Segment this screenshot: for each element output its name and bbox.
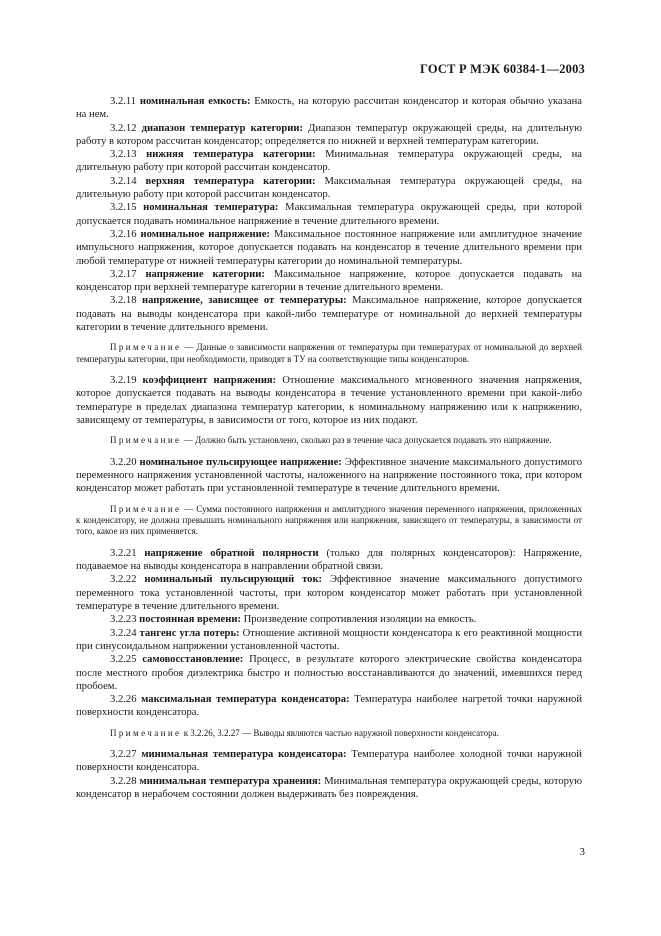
item-text: Произведение сопротивления изоляции на емкость. bbox=[243, 614, 477, 626]
note-label: Примечание bbox=[110, 727, 182, 738]
item-number: 3.2.27 bbox=[110, 749, 137, 761]
item-term: номинальная температура: bbox=[143, 202, 279, 214]
item-number: 3.2.17 bbox=[110, 268, 137, 280]
document-body bbox=[76, 95, 582, 801]
item-text: Минимальная температура окружающей среды, которую конденсатор в нерабочем состоянии должен выдерживать без повреждения. bbox=[76, 775, 582, 801]
item-term: минимальная температура конденсатора: bbox=[141, 749, 347, 761]
item-number: 3.2.26 bbox=[110, 694, 137, 706]
item-term: тангенс угла потерь: bbox=[139, 627, 240, 639]
item-text: (только для полярных конденсаторов): Напряжение, подаваемое на выводы конденсатора в направлении обратной связи. bbox=[76, 547, 582, 573]
item-text: Температура наиболее холодной точки наружной поверхности конденсатора. bbox=[76, 749, 582, 774]
definition-item bbox=[76, 573, 582, 613]
note-label: Примечание bbox=[110, 503, 182, 514]
item-number: 3.2.21 bbox=[110, 547, 137, 559]
item-number: 3.2.13 bbox=[110, 149, 137, 161]
item-text: Эффективное значение максимального допустимого переменного напряжения установленной частоты, наложенного на напряжение постоянного тока, при котором конденсатор может работать при установленной температуре в течение длительного времени. bbox=[76, 456, 583, 495]
definition-item bbox=[76, 374, 582, 427]
item-term: максимальная температура конденсатора: bbox=[141, 694, 350, 706]
item-term: напряжение категории: bbox=[145, 268, 265, 280]
item-term: постоянная времени: bbox=[139, 614, 241, 626]
item-text: Максимальное напряжение, которое допускается подавать на конденсатор при верхней температуре категории в течение длительного времени. bbox=[76, 268, 582, 294]
item-text: Диапазон температур окружающей среды, на длительную работу в котором рассчитан конденсатор; определяется по нижней и верхней температурам категории. bbox=[76, 122, 582, 147]
item-number: 3.2.24 bbox=[110, 627, 137, 639]
item-term: номинальный пульсирующий ток: bbox=[144, 574, 323, 586]
note-label: Примечание bbox=[110, 342, 182, 353]
item-text: Максимальное постоянное напряжение или амплитудное значение импульсного напряжения, которое допускается подавать на конденсатор в течение длительного времени при любой температуре от нижней температуры категории до номинальной температуры. bbox=[76, 228, 582, 267]
item-number: 3.2.15 bbox=[110, 202, 137, 214]
definition-item bbox=[76, 95, 582, 122]
item-number: 3.2.28 bbox=[110, 775, 137, 787]
note bbox=[76, 435, 582, 446]
item-number: 3.2.16 bbox=[110, 228, 137, 240]
item-number: 3.2.19 bbox=[110, 375, 137, 387]
item-term: самовосстановление: bbox=[142, 654, 244, 666]
item-term: верхняя температура категории: bbox=[145, 175, 316, 187]
note-dash: — bbox=[181, 435, 195, 446]
note-text: Данные о зависимости напряжения от температуры при температурах от номинальной до верхней температуры категории, при необходимости, приводят в ТУ на соответствующие типы конденсаторов. bbox=[76, 342, 582, 364]
item-term: коэффициент напряжения: bbox=[142, 375, 277, 387]
definition-item bbox=[76, 748, 582, 775]
definition-item bbox=[76, 653, 582, 693]
item-number: 3.2.23 bbox=[110, 614, 137, 626]
definition-item bbox=[76, 228, 582, 268]
item-number: 3.2.11 bbox=[110, 96, 137, 107]
note-dash: — bbox=[181, 342, 197, 353]
item-number: 3.2.22 bbox=[110, 574, 137, 586]
note-dash: — bbox=[181, 503, 197, 514]
item-number: 3.2.20 bbox=[110, 456, 137, 468]
item-text: Максимальная температура окружающей среды, при которой допускается подавать номинальное напряжение в течение длительного времени. bbox=[76, 202, 583, 227]
document-header: ГОСТ Р МЭК 60384-1—2003 bbox=[420, 62, 585, 76]
definition-item bbox=[76, 294, 582, 334]
definition-item bbox=[76, 547, 582, 574]
definition-item bbox=[76, 613, 582, 626]
definition-item bbox=[76, 175, 582, 202]
item-term: нижняя температура категории: bbox=[146, 149, 316, 161]
item-term: номинальное напряжение: bbox=[140, 228, 270, 240]
item-text: Отношение максимального мгновенного значения напряжения, которое допускается подавать на выводы конденсатора в течение установленного времени при какой-либо температуре в пределах диапазона температур категории, к номинальному напряжению или к напряжению, зависящему от температуры, в зависимости от того, которое из них подают. bbox=[76, 375, 582, 427]
definition-item bbox=[76, 268, 582, 295]
item-term: номинальное пульсирующее напряжение: bbox=[139, 456, 342, 468]
definition-item bbox=[76, 627, 582, 654]
note-text: Должно быть установлено, сколько раз в течение часа допускается подавать это напряжение. bbox=[194, 435, 552, 446]
item-term: напряжение обратной полярности bbox=[144, 547, 319, 559]
item-text: Процесс, в результате которого электрические свойства конденсатора после местного пробоя диэлектрика быстро и полностью восстанавливаются до значений, имевшихся перед пробоем. bbox=[76, 654, 583, 692]
item-text: Эффективное значение максимального допустимого переменного тока установленной частоты, при котором конденсатор может работать при установленной температуре в течение длительного времени. bbox=[76, 574, 582, 613]
item-term: напряжение, зависящее от температуры: bbox=[141, 295, 347, 307]
note bbox=[76, 504, 582, 538]
item-number: 3.2.12 bbox=[110, 122, 137, 134]
item-text: Максимальное напряжение, которое допускается подавать на выводы конденсатора при какой-либо температуре от номинальной до верхней температуры категории в течение длительного времени. bbox=[76, 295, 582, 334]
note-dash: — bbox=[239, 727, 254, 738]
note-prefix: к 3.2.26, 3.2.27 bbox=[181, 727, 240, 738]
definition-item bbox=[76, 201, 582, 228]
item-term: минимальная температура хранения: bbox=[139, 775, 322, 787]
definition-item bbox=[76, 693, 582, 720]
item-text: Отношение активной мощности конденсатора к его реактивной мощности при синусоидальном напряжении установленной частоты. bbox=[76, 627, 582, 652]
definition-item bbox=[76, 148, 582, 175]
note bbox=[76, 342, 582, 365]
item-number: 3.2.14 bbox=[110, 175, 137, 187]
note bbox=[76, 728, 582, 739]
note-label: Примечание bbox=[110, 435, 182, 446]
item-text: Температура наиболее нагретой точки наружной поверхности конденсатора. bbox=[76, 694, 582, 719]
item-number: 3.2.18 bbox=[110, 295, 137, 307]
item-text: Минимальная температура окружающей среды, на длительную работу при которой рассчитан конденсатор. bbox=[76, 149, 582, 174]
definition-item bbox=[76, 775, 582, 802]
page-number: 3 bbox=[579, 846, 585, 858]
item-term: номинальная емкость: bbox=[139, 96, 251, 107]
item-term: диапазон температур категории: bbox=[141, 122, 303, 134]
item-number: 3.2.25 bbox=[110, 654, 137, 666]
note-text: Выводы являются частью наружной поверхности конденсатора. bbox=[253, 727, 499, 738]
definition-item bbox=[76, 122, 582, 149]
item-text: Максимальная температура окружающей среды, на длительную работу при которой рассчитан конденсатор. bbox=[76, 175, 582, 201]
definition-item bbox=[76, 456, 582, 496]
note-text: Сумма постоянного напряжения и амплитудного значения переменного напряжения, приложенных к конденсатору, не должна превышать номинального напряжения или напряжения, зависящего от температуры, в зависимости от того, какое из них применяется. bbox=[76, 503, 582, 537]
item-text: Емкость, на которую рассчитан конденсатор и которая обычно указана на нем. bbox=[76, 96, 582, 121]
